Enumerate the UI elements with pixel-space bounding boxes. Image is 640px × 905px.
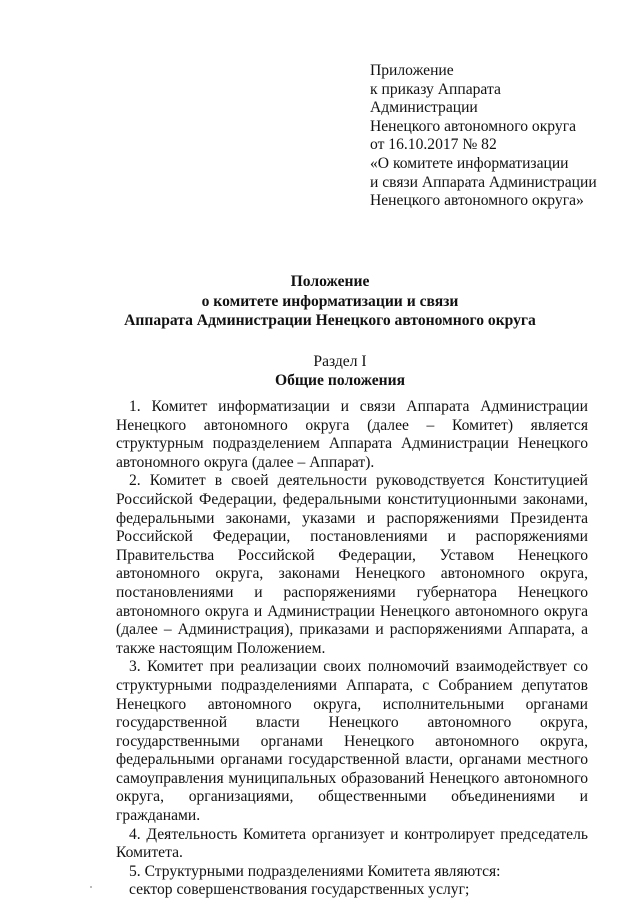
- annex-line: от 16.10.2017 № 82: [370, 136, 497, 154]
- annex-line: Ненецкого автономного округа»: [370, 192, 584, 210]
- section-title: Общие положения: [274, 372, 406, 389]
- annex-line: к приказу Аппарата: [370, 80, 501, 98]
- title-line: о комитете информатизации и связи: [201, 292, 459, 310]
- document-title: [60, 272, 600, 331]
- annex-line: Ненецкого автономного округа: [370, 117, 577, 135]
- annex-line: Приложение: [370, 62, 454, 79]
- annex-line: Администрации: [370, 99, 478, 117]
- paragraph: 2. Комитет в своей деятельности руководствуется Конституцией Российской Федерации, федеральными конституционными законами, федеральными законами, указами и распоряжениями Президента Российской Федерации, постановлениями и распоряжениями Правительства Российской Федерации, Уставом Ненецкого автономного округа, законами Ненецкого автономного округа, постановлениями и распоряжениями губернатора Ненецкого автономного округа и Администрации Ненецкого автономного округа (далее – Администрация), приказами и распоряжениями Аппарата, а также настоящим Положением.: [116, 472, 588, 657]
- section-number: Раздел I: [313, 353, 367, 370]
- title-line: Аппарата Администрации Ненецкого автономного округа: [124, 312, 536, 329]
- annex-line: «О комитете информатизации: [370, 154, 569, 172]
- document-body: [116, 398, 588, 900]
- scan-speck: [90, 886, 92, 888]
- title-line: Положение: [290, 273, 370, 290]
- paragraph: сектор совершенствования государственных услуг;: [129, 881, 470, 899]
- paragraph: 1. Комитет информатизации и связи Аппарата Администрации Ненецкого автономного округа (далее – Комитет) является структурным подразделением Аппарата Администрации Ненецкого автономного округа (далее – Аппарат).: [116, 398, 588, 471]
- paragraph: 4. Деятельность Комитета организует и контролирует председатель Комитета.: [116, 825, 588, 862]
- paragraph: 3. Комитет при реализации своих полномочий взаимодействует со структурными подразделениями Аппарата, с Собранием депутатов Ненецкого автономного округа, исполнительными органами государственной власти Ненецкого автономного округа, государственными органами Ненецкого автономного округа, федеральными органами государственной власти, органами местного самоуправления муниципальных образований Ненецкого автономного округа, организациями, общественными объединениями и гражданами.: [116, 658, 588, 825]
- paragraph: 5. Структурными подразделениями Комитета являются:: [129, 862, 501, 880]
- annex-line: и связи Аппарата Администрации: [370, 173, 597, 191]
- annex-block: [370, 62, 620, 211]
